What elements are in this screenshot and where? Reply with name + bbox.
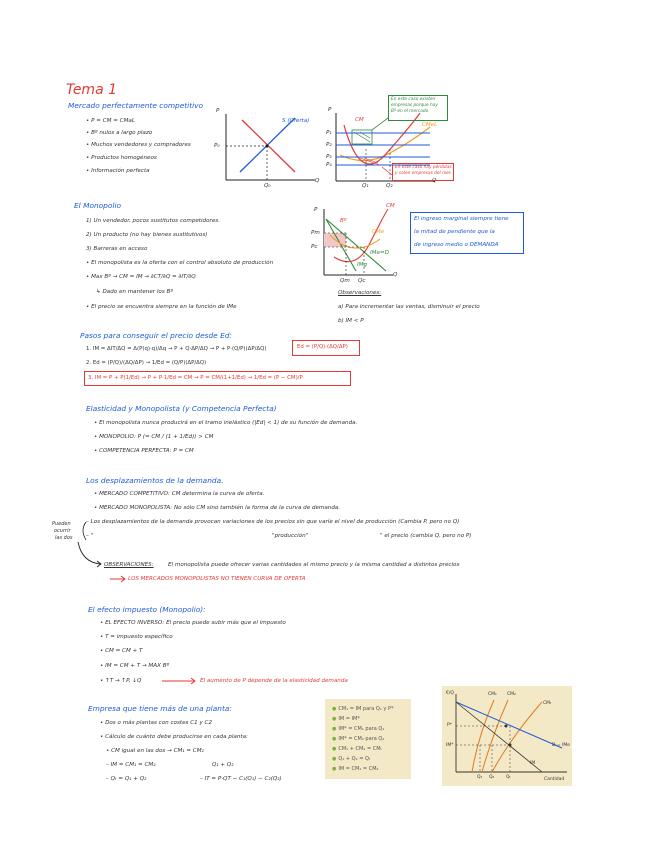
list-item: • T = impuesto específico (100, 634, 173, 640)
legend-text: CM₁ = IM para Q₁ y P* (338, 706, 394, 712)
observation-text: El monopolista puede ofrecer varias cantidades al mismo precio y la misma cantidad a distintos precios (168, 562, 460, 568)
legend-text: IM = IM* (338, 716, 360, 722)
axis-label: Q₀ (264, 183, 271, 189)
list-item: • MONOPOLIO: P (= CM / (1 + 1/Ed)) > CM (94, 434, 214, 440)
plants-legend-panel (325, 699, 411, 779)
bullet: • Muchos vendedores y compradores (86, 142, 191, 148)
note-line: Bº en el mercado (391, 109, 429, 114)
list-item: ↳ Dado en mantener los Bº (96, 289, 173, 295)
curve-label: CM₂ (507, 692, 516, 697)
note-line: En este caso existen (391, 97, 436, 102)
red-arrow (160, 675, 200, 687)
tax-note: El aumento de P depende de la elasticidad demanda (200, 678, 348, 684)
axis-label: Qₜ (506, 775, 511, 780)
step-3-box (84, 371, 351, 386)
list-item: • Cálculo de cuánto debe producirse en cada planta: (100, 734, 248, 740)
legend-item (332, 746, 382, 752)
note-line: En este caso hay pérdidas (395, 165, 452, 170)
curve-label: IMe=D (370, 250, 389, 256)
formula: – IT = P·QT − C₁(Q₁) − C₂(Q₂) (200, 776, 282, 782)
axis-label: Pm (311, 230, 320, 236)
axis-label: Q₂ (489, 775, 495, 780)
list-item: • MERCADO MONOPOLISTA: No sólo CM sino también la forma de la curva de demanda. (94, 505, 341, 511)
ed-formula-box (292, 340, 360, 356)
observations-title: Observaciones: (338, 290, 382, 296)
axis-label: Qc (358, 278, 366, 284)
bracket-arrow (68, 520, 108, 570)
observations-label: OBSERVACIONES: (104, 562, 154, 568)
list-item: • El monopolista nunca producirá en el tramo inelástico (|Ed| < 1) de su función de demanda. (94, 420, 358, 426)
note-line: la mitad de pendiente que la (414, 229, 495, 235)
legend-item (332, 716, 360, 722)
list-item: • El monopolista es la oferta con el control absoluto de producción (86, 260, 274, 266)
legend-item (332, 766, 379, 772)
bullet: • P = CM = CMaL (86, 118, 135, 124)
legend-text: IM* = CM₁ para Q₁ (338, 726, 385, 732)
observation: b) IM < P (338, 318, 364, 324)
legend-text: IM = CM₁ = CM₂ (338, 766, 379, 772)
list-item: 3) Barreras en acceso (86, 246, 148, 252)
axis-label: Pc (311, 244, 318, 250)
curve-label: CM (355, 117, 364, 123)
list-item: • EL EFECTO INVERSO: El precio puede subir más que el impuesto (100, 620, 286, 626)
curve-label: S (Oferta) (282, 118, 310, 124)
curve-label: IM (530, 761, 536, 766)
curve-label: Bº (340, 218, 347, 224)
section-heading-plants: Empresa que tiene más de una planta: (88, 704, 232, 713)
legend-item (332, 756, 370, 762)
list-item: 2) Un producto (no hay bienes sustitutivos) (86, 232, 208, 238)
list-item: • CM = CM + T (100, 648, 143, 654)
section-heading-competition: Mercado perfectamente competitivo (68, 101, 204, 110)
axis-label: €/Q (446, 691, 454, 696)
axis-label: P (314, 207, 318, 213)
list-item: • COMPETENCIA PERFECTA: P = CM (94, 448, 194, 454)
note-line: y salen empresas del mer. (395, 171, 452, 176)
axis-label: P* (447, 723, 452, 728)
note-box-red (392, 163, 454, 181)
step-3: 3. IM = P + P(1/Ed) → P + P·1/Ed = CM → P = CM/(1+1/Ed) → 1/Ed = (P − CM)/P (88, 375, 303, 381)
bullet-icon: ● (332, 746, 337, 752)
side-note: ocurrir (54, 528, 71, 534)
bullet-icon: ● (332, 736, 337, 742)
formula: • CM igual en las dos → CM₁ = CM₂ (106, 748, 204, 754)
multi-plant-graph (442, 686, 572, 786)
bullet-icon: ● (332, 726, 337, 732)
bullet-icon: ● (332, 756, 337, 762)
legend-text: CM₁ + CM₂ = CMₜ (338, 746, 383, 752)
note-line: de ingreso medio o DEMANDA (414, 242, 499, 248)
note-line: El ingreso marginal siempre tiene (414, 216, 509, 222)
shift-note: – Los desplazamientos de la demanda provocan variaciones de los precios sin que varíe el nivel de producción (Cambia P, pero no Q) (86, 519, 460, 525)
monopoly-graph (318, 205, 398, 283)
section-heading-tax: El efecto impuesto (Monopolio): (88, 605, 206, 614)
axis-label: P₀ (214, 143, 220, 149)
axis-label: Cantidad (544, 777, 565, 782)
formula: – Qₜ = Q₁ + Q₂ (106, 776, 147, 782)
axis-label: P (328, 107, 332, 113)
section-heading-monopoly: El Monopolio (74, 201, 122, 210)
axis-label: Q₂ (386, 183, 393, 189)
observation-red: LOS MERCADOS MONOPOLISTAS NO TIENEN CURVA DE OFERTA (128, 576, 306, 582)
curve-label: CMeL (422, 122, 438, 128)
axis-label: Q (315, 178, 320, 184)
legend-text: Q₁ + Q₂ = Qₜ (338, 756, 371, 762)
list-item: • MERCADO COMPETITIVO: CM determina la curva de oferta. (94, 491, 265, 497)
bullet-icon: ● (332, 766, 337, 772)
legend-item (332, 706, 393, 712)
section-heading-demand: Los desplazamientos de la demanda. (86, 476, 224, 485)
curve-label: D = IMe (552, 743, 571, 748)
bullet: • Bº nulos a largo plazo (86, 130, 153, 136)
red-arrow (108, 573, 128, 585)
bullet: • Productos homogéneos (86, 155, 157, 161)
curve-label: IMg (357, 262, 368, 268)
note-line: empresas porque hay (391, 103, 438, 108)
legend-text: IM* = CM₂ para Q₂ (338, 736, 385, 742)
shift-note: "producción" (272, 533, 309, 539)
section-heading-elasticity: Elasticidad y Monopolista (y Competencia Perfecta) (86, 404, 277, 413)
curve-label: CM (386, 203, 395, 209)
note-box-green (388, 95, 448, 121)
list-item: • ↑T → ↑P, ↓Q (100, 678, 142, 684)
axis-label: P₂ (326, 142, 332, 148)
side-note: Pueden (52, 521, 71, 527)
axis-label: P (216, 108, 220, 114)
page-title: Tema 1 (66, 82, 118, 98)
axis-label: Q₁ (362, 183, 369, 189)
bullet: • Información perfecta (86, 168, 150, 174)
legend-item (332, 726, 384, 732)
ed-formula: Ed = (P/Q)·(ΔQ/ΔP) (297, 344, 348, 350)
list-item: 1) Un vendedor, pocos sustitutos competidores. (86, 218, 220, 224)
axis-label: Q (393, 272, 398, 278)
axis-label: P₁ (326, 130, 332, 136)
list-item: • El precio se encuentra siempre en la función de IMe (86, 304, 237, 310)
bullet-icon: ● (332, 706, 337, 712)
shift-note: " el precio (cambia Q, pero no P) (380, 533, 472, 539)
curve-label: CMe (372, 229, 385, 235)
axis-label: P₄ (326, 162, 332, 168)
section-heading-steps: Pasos para conseguir el precio desde Ed: (80, 331, 232, 340)
axis-label: IM* (446, 743, 454, 748)
list-item: • Max Bº → CM = IM → ∂CT/∂Q = ∂IT/∂Q (86, 274, 196, 280)
axis-label: P₃ (326, 154, 332, 160)
curve-label: CM₁ (488, 692, 497, 697)
observation: a) Para incrementar las ventas, disminuir el precio (338, 304, 480, 310)
list-item: • IM = CM + T → MAX Bº (100, 663, 170, 669)
axis-label: Q (432, 178, 437, 184)
legend-item (332, 736, 384, 742)
bullet-icon: ● (332, 716, 337, 722)
step-2: 2. Ed = (P/Q)/(ΔQ/ΔP) → 1/Ed = (Q/P)(ΔP/ΔQ) (86, 360, 207, 366)
shift-note: – " (86, 533, 94, 539)
axis-label: Qm (340, 278, 350, 284)
list-item: • Dos o más plantas con costes C1 y C2 (100, 720, 213, 726)
step-1: 1. IM = ΔIT/ΔQ = Δ(P(q)·q)/Δq → P + Q·ΔP/ΔQ → P + P·(Q/P)(ΔP/ΔQ) (86, 346, 267, 352)
formula: – IM = CM₁ = CM₂ (106, 762, 156, 768)
formula: Q₁ + Q₂ (212, 762, 234, 768)
side-note: las dos (55, 535, 73, 541)
marginal-revenue-note (410, 212, 524, 254)
curve-label: CMₜ (543, 701, 552, 706)
axis-label: Q₁ (477, 775, 483, 780)
